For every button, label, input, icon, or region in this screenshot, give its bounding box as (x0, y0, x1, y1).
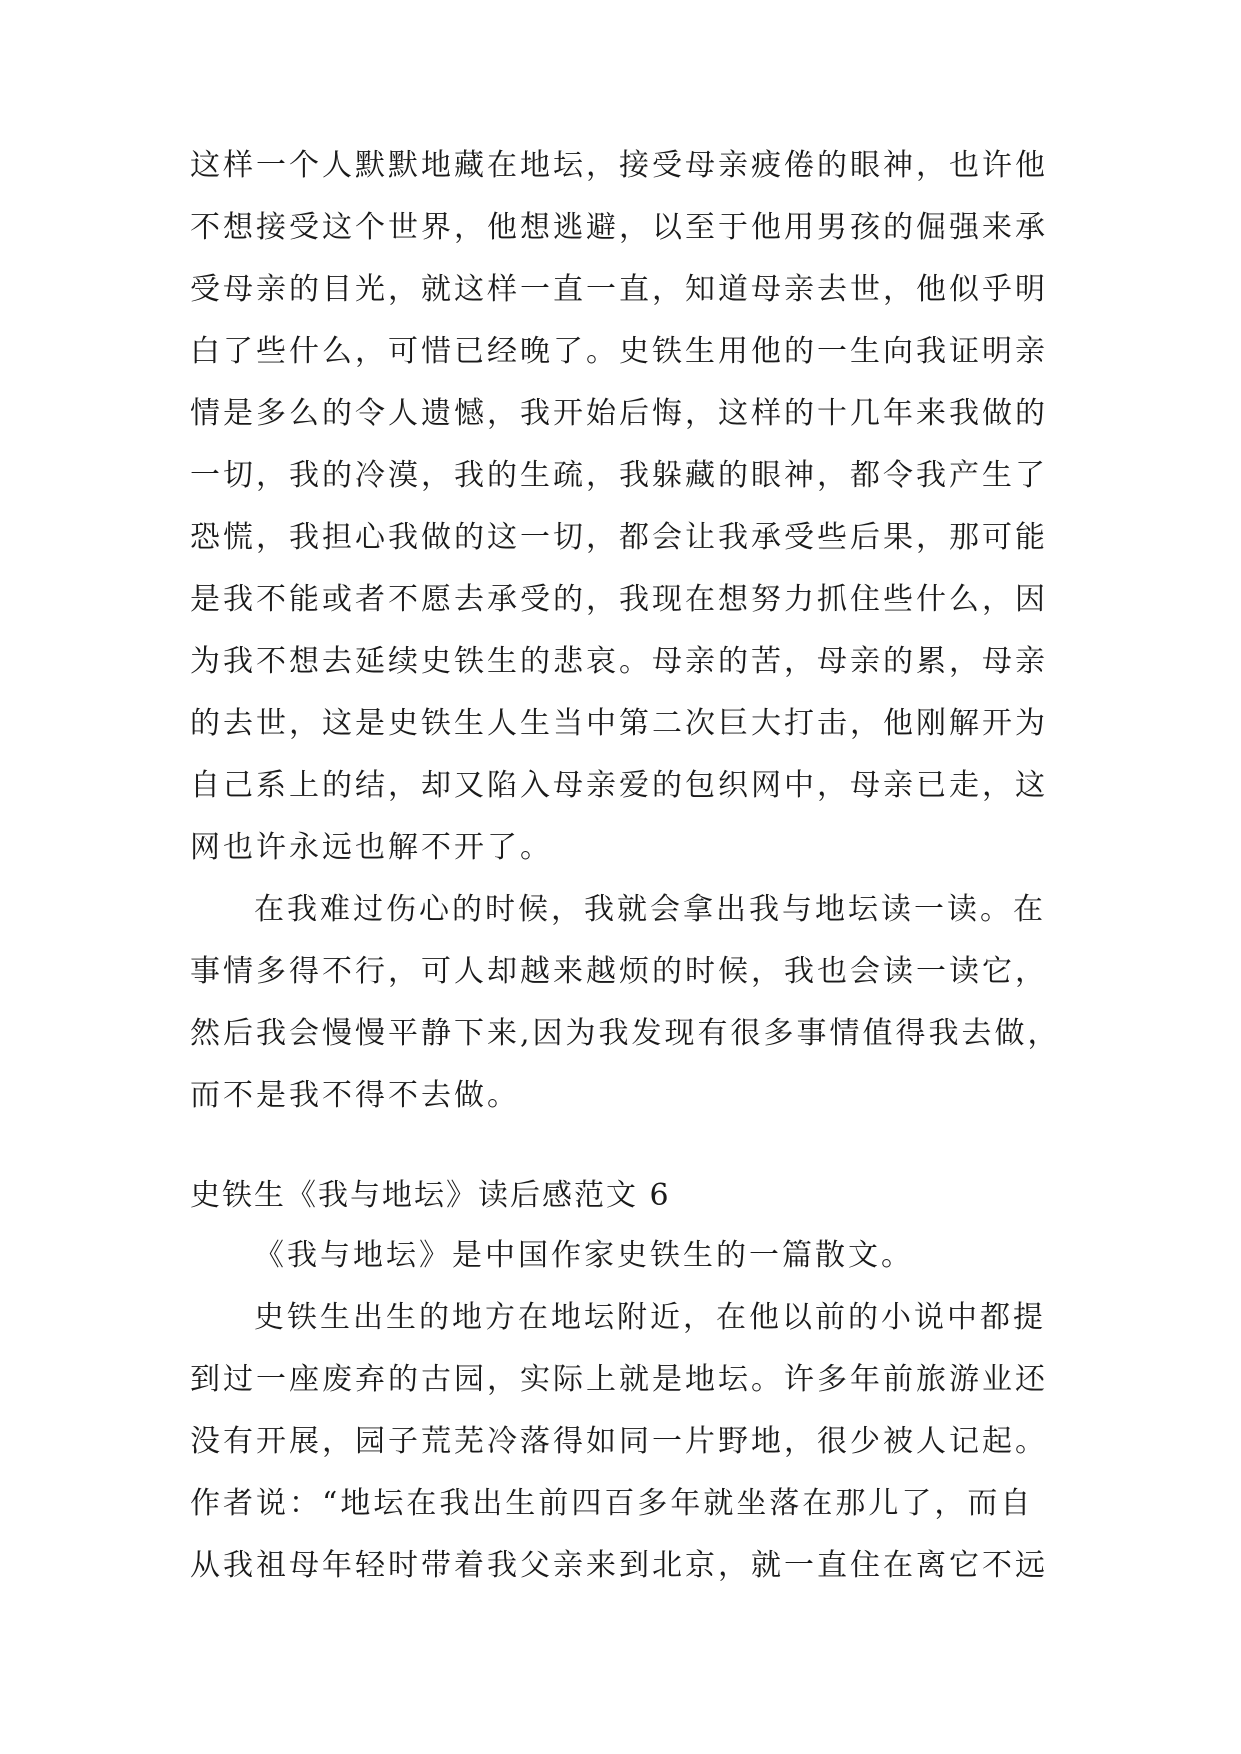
text-line: 而不是我不得不去做。 (190, 1078, 520, 1113)
text-line: 为我不想去延续史铁生的悲哀。母亲的苦，母亲的累，母亲 (190, 644, 1048, 679)
text-line: 到过一座废弃的古园，实际上就是地坛。许多年前旅游业还 (190, 1362, 1048, 1397)
text-line: 不想接受这个世界，他想逃避，以至于他用男孩的倔强来承 (190, 210, 1048, 245)
text-line: 的去世，这是史铁生人生当中第二次巨大打击，他刚解开为 (190, 706, 1048, 741)
text-line: 在我难过伤心的时候，我就会拿出我与地坛读一读。在 (254, 892, 1046, 927)
text-line: 一切，我的冷漠，我的生疏，我躲藏的眼神，都令我产生了 (190, 458, 1048, 493)
text-line: 自己系上的结，却又陷入母亲爱的包织网中，母亲已走，这 (190, 768, 1048, 803)
section-title: 史铁生《我与地坛》读后感范文 6 (190, 1178, 671, 1213)
text-line: 《我与地坛》是中国作家史铁生的一篇散文。 (254, 1238, 914, 1273)
text-line: 事情多得不行，可人却越来越烦的时候，我也会读一读它， (190, 954, 1048, 989)
text-line: 受母亲的目光，就这样一直一直，知道母亲去世，他似乎明 (190, 272, 1048, 307)
text-line: 从我祖母年轻时带着我父亲来到北京，就一直住在离它不远 (190, 1548, 1048, 1583)
text-line: 没有开展，园子荒芜冷落得如同一片野地，很少被人记起。 (190, 1424, 1048, 1459)
text-line: 是我不能或者不愿去承受的，我现在想努力抓住些什么，因 (190, 582, 1048, 617)
text-line: 然后我会慢慢平静下来,因为我发现有很多事情值得我去做， (190, 1016, 1061, 1051)
text-line: 情是多么的令人遗憾，我开始后悔，这样的十几年来我做的 (190, 396, 1048, 431)
text-line: 网也许永远也解不开了。 (190, 830, 553, 865)
text-line: 这样一个人默默地藏在地坛，接受母亲疲倦的眼神，也许他 (190, 148, 1048, 183)
text-line: 白了些什么，可惜已经晚了。史铁生用他的一生向我证明亲 (190, 334, 1048, 369)
text-line: 史铁生出生的地方在地坛附近，在他以前的小说中都提 (254, 1300, 1046, 1335)
text-line: 恐慌，我担心我做的这一切，都会让我承受些后果，那可能 (190, 520, 1048, 555)
text-line: 作者说：“地坛在我出生前四百多年就坐落在那儿了，而自 (190, 1486, 1034, 1521)
